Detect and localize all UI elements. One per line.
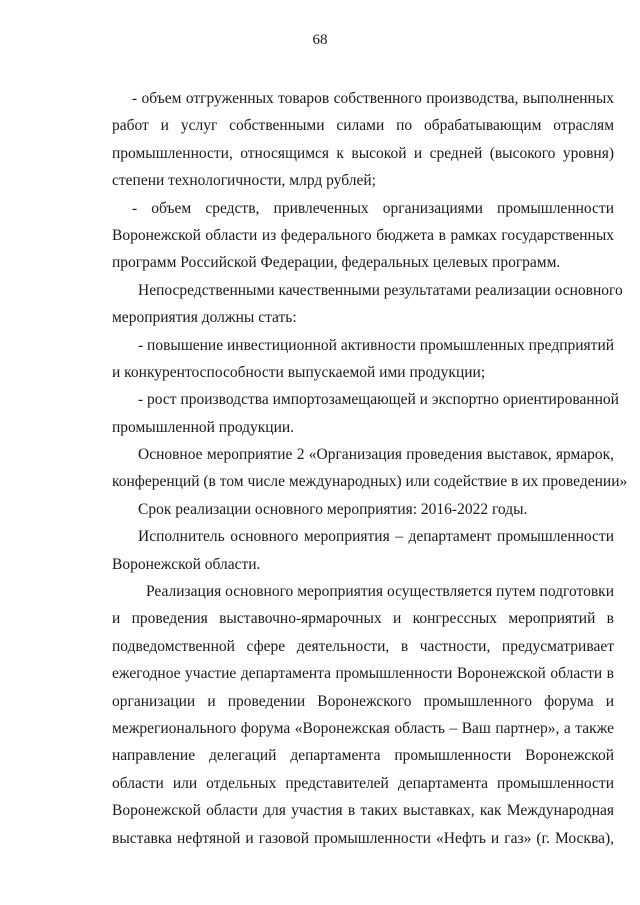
text-line: промышленности, относящимся к высокой и средней (высокого уровня) bbox=[112, 144, 614, 162]
text-line: Воронежской области. bbox=[112, 555, 261, 573]
text-line: Непосредственными качественными результатами реализации основного bbox=[138, 281, 623, 299]
text-line: - объем средств, привлеченных организациями промышленности bbox=[132, 199, 614, 217]
text-line: программ Российской Федерации, федеральных целевых программ. bbox=[112, 254, 561, 272]
text-line: Воронежской области для участия в таких выставках, как Международная bbox=[112, 802, 614, 820]
text-line: и конкурентоспособности выпускаемой ими продукции; bbox=[112, 363, 486, 381]
text-line: подведомственной сфере деятельности, в частности, предусматривает bbox=[112, 637, 614, 655]
text-line: межрегионального форума «Воронежская область – Ваш партнер», а также bbox=[112, 719, 614, 737]
text-line: направление делегаций департамента промышленности Воронежской bbox=[112, 747, 614, 765]
text-line: Исполнитель основного мероприятия – департамент промышленности bbox=[138, 528, 614, 546]
document-body bbox=[112, 85, 628, 852]
text-line: области или отдельных представителей департамента промышленности bbox=[112, 774, 614, 792]
text-line: мероприятия должны стать: bbox=[112, 309, 297, 327]
text-line: степени технологичности, млрд рублей; bbox=[112, 172, 376, 190]
text-line: Реализация основного мероприятия осуществляется путем подготовки bbox=[146, 583, 614, 601]
text-line: организации и проведении Воронежского промышленного форума и bbox=[112, 692, 614, 710]
text-line: Воронежской области из федерального бюджета в рамках государственных bbox=[112, 226, 614, 244]
text-line: промышленной продукции. bbox=[112, 418, 295, 436]
text-line: ежегодное участие департамента промышленности Воронежской области в bbox=[112, 665, 614, 683]
text-line: Основное мероприятие 2 «Организация проведения выставок, ярмарок, bbox=[138, 446, 614, 464]
text-line: и проведения выставочно-ярмарочных и конгрессных мероприятий в bbox=[112, 610, 614, 628]
text-line: - объем отгруженных товаров собственного производства, выполненных bbox=[132, 90, 614, 107]
text-line: работ и услуг собственными силами по обрабатывающим отраслям bbox=[112, 117, 614, 135]
text-line: конференций (в том числе международных) или содействие в их проведении» bbox=[112, 473, 628, 491]
text-line: - повышение инвестиционной активности промышленных предприятий bbox=[138, 336, 615, 354]
text-line: выставка нефтяной и газовой промышленности «Нефть и газ» (г. Москва), bbox=[112, 829, 614, 847]
text-line: - рост производства импортозамещающей и экспортно ориентированной bbox=[138, 391, 619, 409]
text-line: Срок реализации основного мероприятия: 2016-2022 годы. bbox=[138, 500, 528, 518]
page-number: 68 bbox=[312, 32, 328, 48]
